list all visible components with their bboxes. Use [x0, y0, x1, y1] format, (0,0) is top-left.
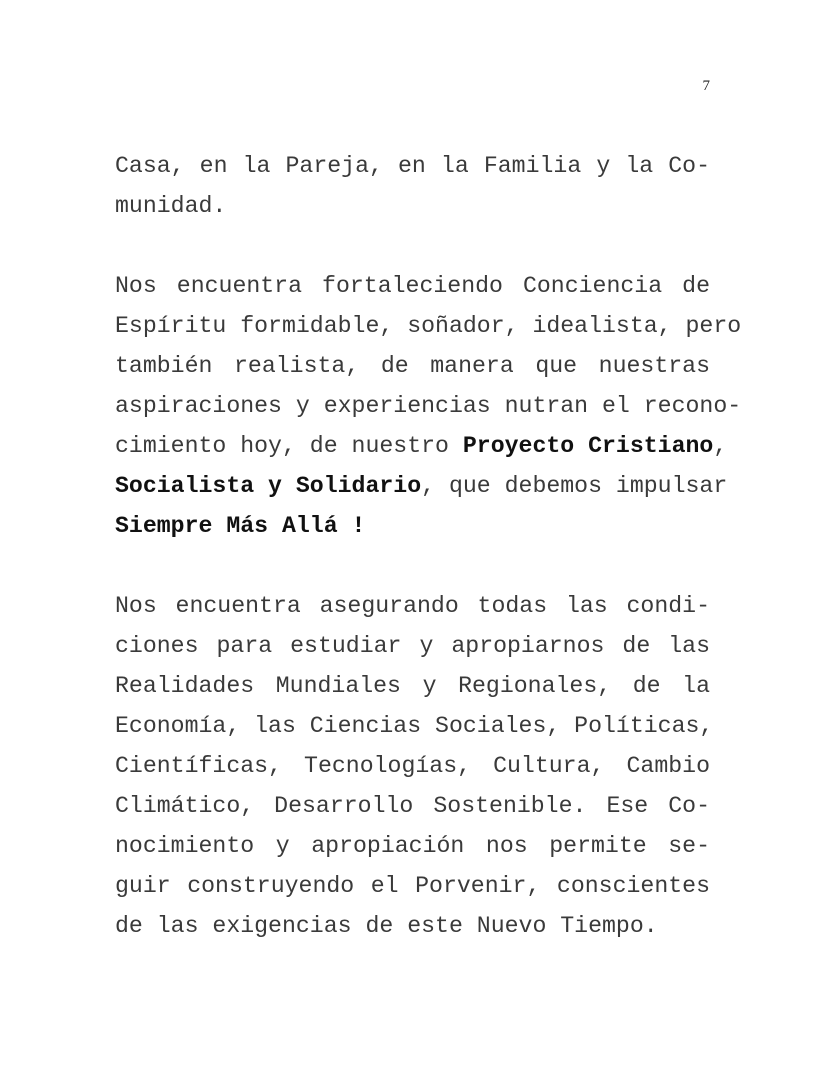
- page-number: 7: [702, 78, 710, 94]
- paragraph-2-line-1: Nos encuentra fortaleciendo Conciencia de: [115, 273, 710, 299]
- paragraph-2-line-2: Espíritu formidable, soñador, idealista, pero: [115, 313, 742, 339]
- paragraph-3-line-4: Economía, las Ciencias Sociales, Políticas,: [115, 713, 714, 739]
- slogan: Siempre Más Allá !: [115, 513, 366, 539]
- project-name-part-2: Socialista y Solidario: [115, 473, 422, 499]
- paragraph-3-line-3: Realidades Mundiales y Regionales, de la: [115, 673, 710, 699]
- paragraph-3-line-7: nocimiento y apropiación nos permite se-: [115, 833, 710, 859]
- paragraph-2-line-5-comma: ,: [713, 433, 728, 459]
- paragraph-3-line-6: Climático, Desarrollo Sostenible. Ese Co-: [115, 793, 710, 819]
- paragraph-3-line-2: ciones para estudiar y apropiarnos de las: [115, 633, 710, 659]
- paragraph-2-line-5: [115, 431, 728, 461]
- project-name-part-1: Proyecto Cristiano: [462, 433, 714, 459]
- paragraph-3-line-8: guir construyendo el Porvenir, conscientes: [115, 873, 710, 899]
- paragraph-3-line-5: Científicas, Tecnologías, Cultura, Cambio: [115, 753, 710, 779]
- paragraph-2-line-7: [115, 511, 710, 541]
- paragraph-2-line-6-text: , que debemos impulsar: [421, 473, 728, 499]
- paragraph-2-line-5-text: cimiento hoy, de nuestro: [115, 433, 463, 459]
- paragraph-3-line-9: de las exigencias de este Nuevo Tiempo.: [115, 913, 658, 939]
- paragraph-3-line-1: Nos encuentra asegurando todas las condi-: [115, 593, 710, 619]
- paragraph-2-line-4: aspiraciones y experiencias nutran el recono-: [115, 393, 742, 419]
- paragraph-2-line-3: también realista, de manera que nuestras: [115, 353, 710, 379]
- paragraph-1-line-1: Casa, en la Pareja, en la Familia y la Co-: [115, 153, 710, 179]
- paragraph-1-line-2: munidad.: [115, 193, 227, 219]
- paragraph-2-line-6: [115, 471, 728, 501]
